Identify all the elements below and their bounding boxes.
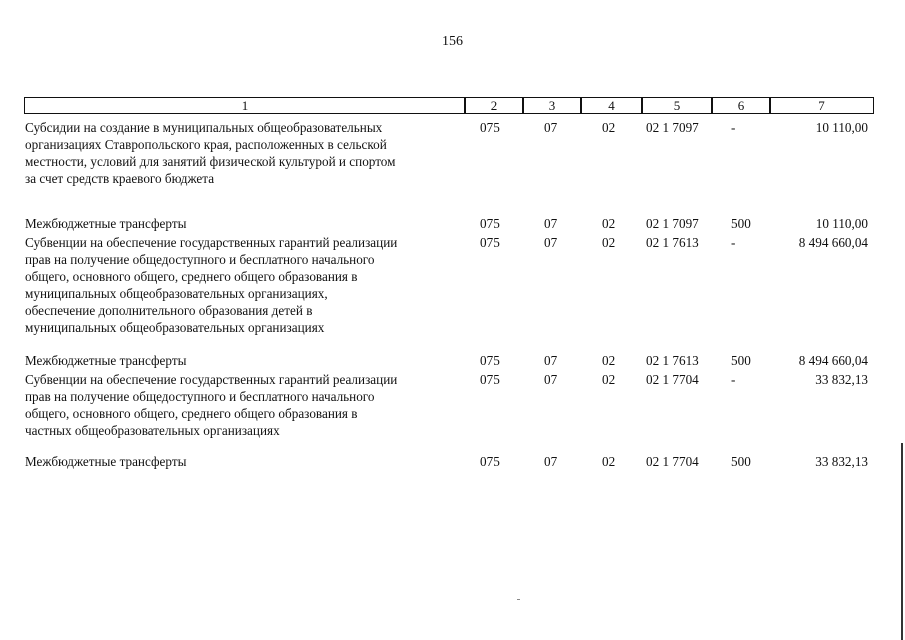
cell-subsection: 02 [602, 372, 616, 387]
cell-ministry-code: 075 [480, 353, 500, 368]
description-line: местности, условий для занятий физической культурой и спортом [25, 154, 396, 169]
cell-subsection: 02 [602, 120, 616, 135]
cell-amount: 8 494 660,04 [798, 353, 868, 368]
cell-expense-type: - [731, 372, 736, 387]
cell-ministry-code: 075 [480, 235, 500, 250]
cell-amount: 10 110,00 [815, 120, 868, 135]
description-line: Межбюджетные трансферты [25, 454, 187, 469]
scan-margin-line [901, 443, 903, 640]
cell-expense-type: 500 [731, 353, 751, 368]
cell-amount: 10 110,00 [815, 216, 868, 231]
cell-amount: 8 494 660,04 [798, 235, 868, 250]
header-col-6: 6 [711, 97, 771, 114]
row-description [25, 371, 465, 439]
cell-expense-type: 500 [731, 216, 751, 231]
cell-subsection: 02 [602, 216, 616, 231]
description-line: Межбюджетные трансферты [25, 216, 187, 231]
cell-section: 07 [544, 353, 558, 368]
cell-section: 07 [544, 120, 558, 135]
cell-subsection: 02 [602, 454, 616, 469]
cell-target-article: 02 1 7097 [646, 120, 699, 135]
header-col-2: 2 [464, 97, 524, 114]
scan-speck [517, 599, 520, 600]
row-description [25, 215, 465, 232]
header-col-7: 7 [769, 97, 874, 114]
row-description [25, 234, 465, 336]
cell-ministry-code: 075 [480, 372, 500, 387]
cell-target-article: 02 1 7704 [646, 372, 699, 387]
cell-section: 07 [544, 454, 558, 469]
header-col-5: 5 [641, 97, 713, 114]
row-description [25, 352, 465, 369]
cell-target-article: 02 1 7704 [646, 454, 699, 469]
cell-section: 07 [544, 235, 558, 250]
description-line: прав на получение общедоступного и бесплатного начального [25, 252, 375, 267]
cell-section: 07 [544, 372, 558, 387]
description-line: обеспечение дополнительного образования детей в [25, 303, 313, 318]
cell-target-article: 02 1 7613 [646, 235, 699, 250]
cell-subsection: 02 [602, 353, 616, 368]
header-col-4: 4 [580, 97, 643, 114]
description-line: частных общеобразовательных организациях [25, 423, 280, 438]
description-line: муниципальных общеобразовательных организациях [25, 320, 325, 335]
description-line: за счет средств краевого бюджета [25, 171, 215, 186]
cell-amount: 33 832,13 [815, 372, 868, 387]
description-line: общего, основного общего, среднего общего образования в [25, 269, 358, 284]
cell-expense-type: 500 [731, 454, 751, 469]
description-line: муниципальных общеобразовательных организациях, [25, 286, 328, 301]
description-line: Субвенции на обеспечение государственных гарантий реализации [25, 235, 398, 250]
header-col-1: 1 [24, 97, 466, 114]
cell-ministry-code: 075 [480, 216, 500, 231]
cell-amount: 33 832,13 [815, 454, 868, 469]
description-line: прав на получение общедоступного и бесплатного начального [25, 389, 375, 404]
cell-expense-type: - [731, 235, 736, 250]
row-description [25, 119, 465, 187]
page-number: 156 [442, 34, 463, 49]
cell-ministry-code: 075 [480, 454, 500, 469]
cell-section: 07 [544, 216, 558, 231]
description-line: общего, основного общего, среднего общего образования в [25, 406, 358, 421]
description-line: организациях Ставропольского края, расположенных в сельской [25, 137, 387, 152]
cell-ministry-code: 075 [480, 120, 500, 135]
description-line: Субвенции на обеспечение государственных гарантий реализации [25, 372, 398, 387]
header-col-3: 3 [522, 97, 582, 114]
description-line: Субсидии на создание в муниципальных общеобразовательных [25, 120, 383, 135]
cell-expense-type: - [731, 120, 736, 135]
row-description [25, 453, 465, 470]
cell-target-article: 02 1 7613 [646, 353, 699, 368]
description-line: Межбюджетные трансферты [25, 353, 187, 368]
cell-target-article: 02 1 7097 [646, 216, 699, 231]
cell-subsection: 02 [602, 235, 616, 250]
